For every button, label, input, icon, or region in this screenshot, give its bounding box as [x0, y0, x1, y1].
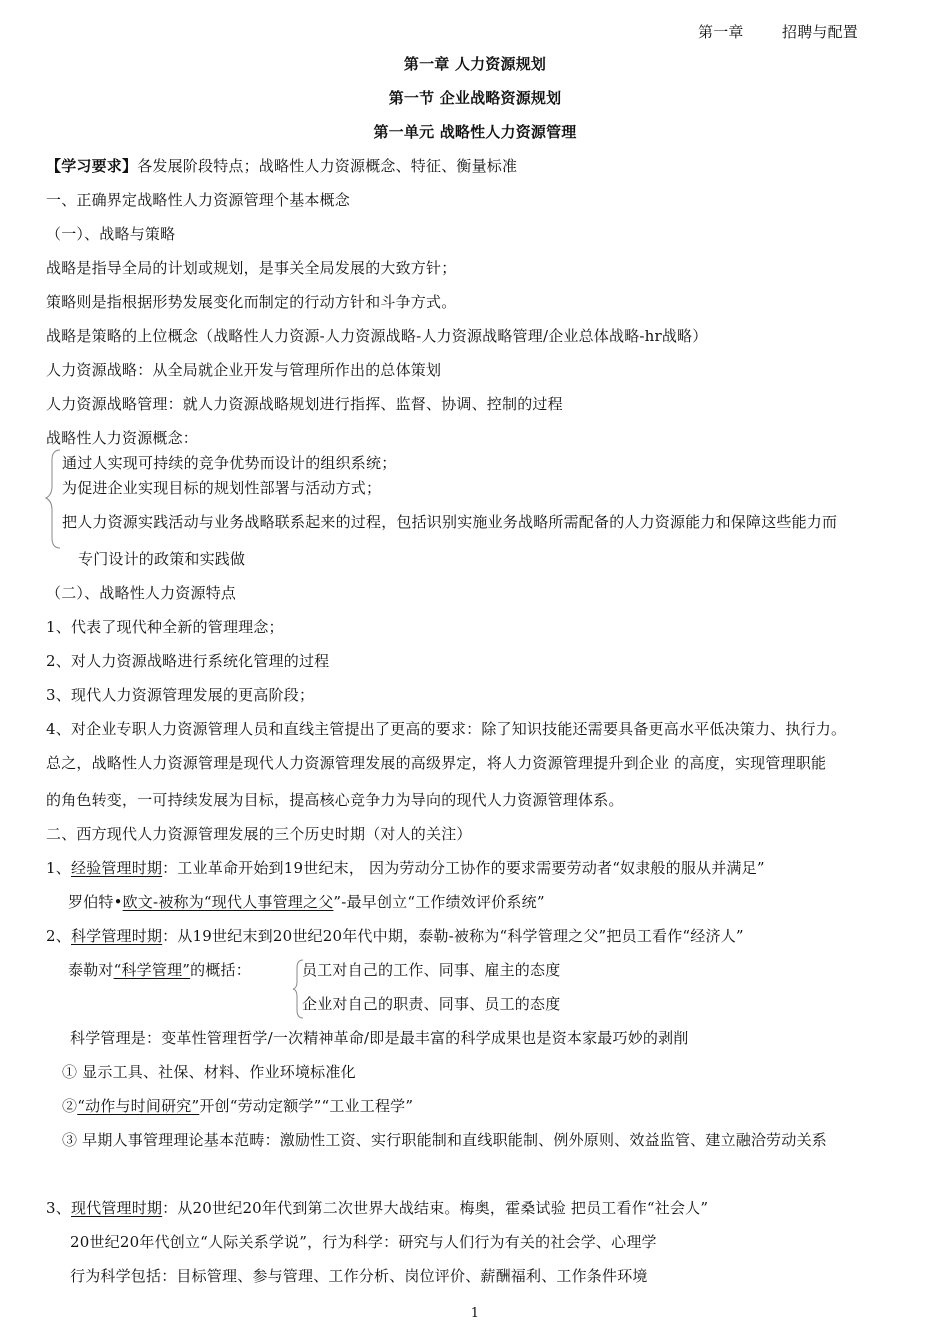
content-item-2-post: 开创“劳动定额学”“工业工程学”: [199, 1097, 414, 1115]
unit-title: 第一单元 战略性人力资源管理: [373, 123, 577, 141]
period-3-line-2: 行为科学包括：目标管理、参与管理、工作分析、岗位评价、薪酬福利、工作条件环境: [70, 1267, 648, 1285]
period-1-sub-post: ”-最早创立“工作绩效评价系统”: [333, 893, 545, 911]
s1-line-1: 战略是指导全局的计划或规划，是事关全局发展的大致方针；: [46, 259, 457, 277]
summary-line-2: 的角色转变，一可持续发展为目标，提高核心竞争力为导向的现代人力资源管理体系。: [46, 791, 624, 809]
requirement-text: 各发展阶段特点；战略性人力资源概念、特征、衡量标准: [137, 157, 518, 175]
header-chapter: 第一章: [698, 23, 744, 41]
content-item-1: ① 显示工具、社保、材料、作业环境标准化: [62, 1063, 356, 1081]
concept-label: 战略性人力资源概念：: [46, 429, 199, 447]
concept-brace: [44, 448, 64, 552]
period-1-sub-underlined: 欧文-被称为“现代人事管理之父: [122, 893, 334, 911]
concept-item-2: 为促进企业实现目标的规划性部署与活动方式；: [62, 479, 382, 497]
period-3: [46, 1198, 708, 1218]
concept-item-3: 把人力资源实践活动与业务战略联系起来的过程，包括识别实施业务战略所需配备的人力资源能力和保障这些能力而: [62, 513, 838, 531]
period-1-title: 经验管理时期: [70, 859, 163, 877]
header-topic: 招聘与配置: [782, 23, 859, 41]
s1-sub2: （二）、战略性人力资源特点: [46, 584, 237, 602]
period-2: [46, 926, 744, 946]
period-2-title: 科学管理时期: [70, 927, 163, 945]
concept-item-1: 通过人实现可持续的竞争优势而设计的组织系统；: [62, 454, 397, 472]
period-3-num: 3、: [46, 1199, 71, 1217]
content-item-2: [62, 1096, 413, 1116]
period-1-text: ：工业革命开始到19世纪末， 因为劳动分工协作的要求需要劳动者“奴隶般的服从并满足”: [162, 859, 765, 877]
page-number: 1: [470, 1306, 480, 1321]
s1-line-3: 战略是策略的上位概念（战略性人力资源-人力资源战略-人力资源战略管理/企业总体战略-hr战略）: [46, 327, 708, 345]
period-2-sub: [68, 960, 251, 980]
period-2-num: 2、: [46, 927, 71, 945]
content-item-3: ③ 早期人事管理理论基本范畴：激励性工资、实行职能制和直线职能制、例外原则、效益监管、建立融洽劳动关系: [62, 1131, 827, 1149]
taylor-point-1: 员工对自己的工作、同事、雇主的态度: [302, 961, 561, 979]
concept-item-4: 专门设计的政策和实践做: [78, 550, 246, 568]
period-3-text: ：从20世纪20年代到第二次世界大战结束。梅奥，霍桑试验 把员工看作“社会人”: [162, 1199, 709, 1217]
feature-3: 3、现代人力资源管理发展的更高阶段；: [46, 686, 315, 704]
period-2-sub-pre: 泰勒对: [68, 961, 114, 979]
period-3-title: 现代管理时期: [70, 1199, 163, 1217]
period-2-sub-underlined: “科学管理”: [113, 961, 191, 979]
feature-4: 4、对企业专职人力资源管理人员和直线主管提出了更高的要求：除了知识技能还需要具备更高水平低决策力、执行力。: [46, 720, 847, 738]
taylor-point-2: 企业对自己的职责、同事、员工的态度: [302, 995, 561, 1013]
content-item-2-underlined: “动作与时间研究”: [77, 1097, 200, 1115]
feature-2: 2、对人力资源战略进行系统化管理的过程: [46, 652, 330, 670]
period-3-line-1: 20世纪20年代创立“人际关系学说”，行为科学：研究与人们行为有关的社会学、心理学: [70, 1233, 657, 1251]
content-item-2-pre: ②: [62, 1097, 78, 1115]
period-1: [46, 858, 765, 878]
feature-1: 1、代表了现代种全新的管理理念；: [46, 618, 284, 636]
period-2-sub-post: 的概括：: [190, 961, 251, 979]
period-1-sub: [68, 892, 545, 912]
requirement-label: 【学习要求】: [46, 157, 138, 175]
study-requirement: [46, 156, 517, 176]
section-title: 第一节 企业战略资源规划: [388, 89, 562, 107]
summary-line-1: 总之，战略性人力资源管理是现代人力资源管理发展的高级界定，将人力资源管理提升到企业 的高度，实现管理职能: [46, 754, 827, 772]
s1-sub1: （一）、战略与策略: [46, 225, 176, 243]
period-1-sub-pre: 罗伯特•: [68, 893, 123, 911]
s1-line-2: 策略则是指根据形势发展变化而制定的行动方针和斗争方式。: [46, 293, 457, 311]
period-1-num: 1、: [46, 859, 71, 877]
s1-line-5: 人力资源战略管理：就人力资源战略规划进行指挥、监督、协调、控制的过程: [46, 395, 563, 413]
chapter-title: 第一章 人力资源规划: [403, 55, 547, 73]
s2-heading: 二、西方现代人力资源管理发展的三个历史时期（对人的关注）: [46, 825, 472, 843]
period-2-text: ：从19世纪末到20世纪20年代中期，泰勒-被称为“科学管理之父”把员工看作“经济人”: [162, 927, 744, 945]
scientific-mgmt-definition: 科学管理是：变革性管理哲学/一次精神革命/即是最丰富的科学成果也是资本家最巧妙的剥削: [70, 1029, 689, 1047]
s1-heading: 一、正确界定战略性人力资源管理个基本概念: [46, 191, 351, 209]
s1-line-4: 人力资源战略：从全局就企业开发与管理所作出的总体策划: [46, 361, 442, 379]
